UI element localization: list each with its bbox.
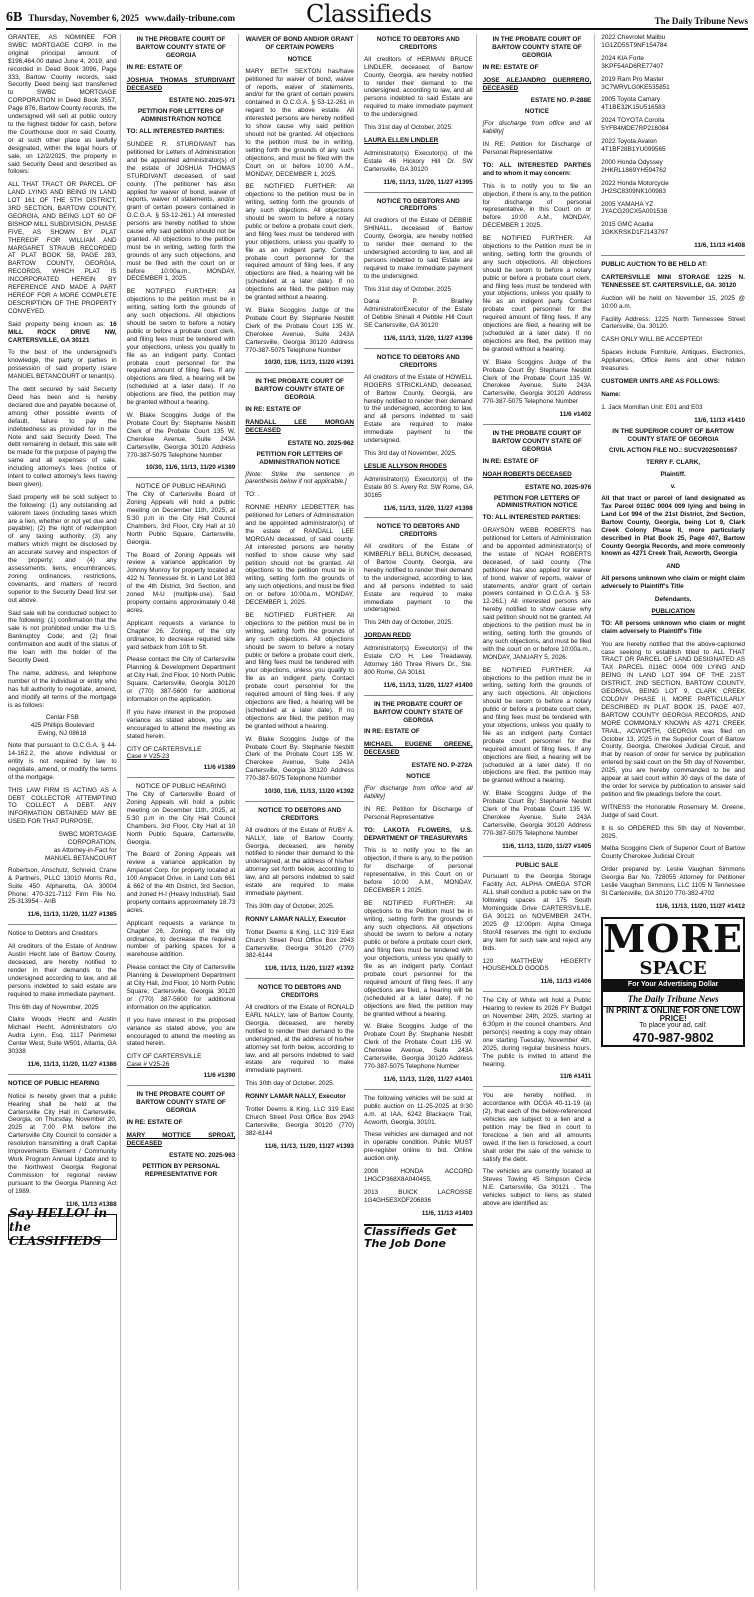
notice-body: All creditors of the Estate of DEBBIE SHINALL, deceased of Bartow County, Georgia, are hereby notified to render their demand to the undersigned according to law, and all persons indebted to said Estate are required to make immediate payment to the undersigned.: [363, 217, 473, 280]
executor-name: RONNY LAMAR NALLY, Executor: [245, 915, 346, 923]
court-heading: IN THE PROBATE COURT OF BARTOW COUNTY STATE OF GEORGIA: [373, 700, 464, 724]
executor-role: Administrator(s) Executor(s) of the Estate C/O H. Lee Treadaway, Attorney 160 Three Rivers Dr., Ste. 800 Rome, GA 30161: [363, 645, 473, 676]
conduct-text: Said sale will be conducted subject to the following: (1) confirmation that the sale is not prohibited under the U.S. Bankruptcy Code; and (2) final confirmation and audit of the status of the loan with the holder of the Security Deed.: [8, 609, 117, 664]
witness-text: WITNESS the Honorable Rosemary M. Greene, Judge of said Court.: [601, 803, 745, 819]
vehicle-item: [601, 55, 745, 71]
estate-number: ESTATE NO. 2025-971: [169, 97, 236, 105]
estate-name: JOSE ALEJANDRO GUERRERO, DECEASED: [482, 76, 592, 92]
unit-item: 1. Jack Momillan Unit: E01 and E03: [601, 403, 703, 411]
petition-heading: PETITION FOR LETTERS OF ADMINISTRATION NOTICE: [256, 450, 343, 466]
divider: [364, 517, 473, 518]
columns: [6, 34, 748, 1590]
ad-reference: 10/30, 11/6, 11/13, 11/20 #1391: [264, 359, 354, 367]
divider: [601, 255, 745, 256]
executor-name: RONNY LAMAR NALLY, Executor: [245, 1093, 346, 1101]
notice-title: NOTICE TO DEBTORS AND CREDITORS: [376, 354, 460, 369]
divider: [127, 1085, 236, 1086]
vehicle-vin: 2HKRL1869YH594762: [601, 166, 667, 174]
lien-body: You are hereby notified, in accordance with OCGA 40-11-19 (a) (2), that each of the below-referenced vehicles are subject to a lien and a petition may be filed in court to foreclose a lien and all amounts owed. If the lien is foreclosed, a court shall order the sale of the vehicle to satisfy the debt.: [482, 1092, 592, 1163]
divider: [8, 1074, 117, 1075]
notice-title: PUBLIC SALE: [515, 861, 559, 869]
ad-reference: 11/6, 11/13, 11/20, 11/27 #1400: [383, 681, 473, 689]
estate-number: ESTATE NO. P-288E: [530, 97, 592, 105]
notice-further: BE NOTIFIED FURTHER: All objections to the petition must be in writing, setting forth the grounds of any such objections. All objections should be sworn to before a notary public or before a probate court clerk, and filing fees must be tendered with your objections, unless you qualify to file as an indigent party. Contact probate court personnel for the required amount of filing fees. If any objections are filed, a hearing will be (scheduled at a later date). If no objections are filed, the petition may be granted without a hearing.: [245, 612, 354, 730]
estate-label: IN RE: ESTATE OF: [245, 406, 302, 414]
court-heading: IN THE PROBATE COURT OF BARTOW COUNTY STATE OF GEORGIA: [492, 36, 582, 59]
divider: [364, 348, 473, 349]
property-address: Said property being known as: 16 MILL ROCK DRIVE NW, CARTERSVILLE, GA 30121: [8, 320, 117, 344]
notice-title: NOTICE OF PUBLIC HEARING: [8, 1079, 100, 1087]
divider: [483, 856, 592, 857]
hearing-body: The Board of Zoning Appeals will review a variance application by Johnny Munroy for property located at 422 N. Tennessee St. in Land Lot 383 of the 4th District, 3rd Section, and zoned M-U (multiple-use). Said property contains approximately 0.48 acres.: [126, 551, 236, 614]
ad-reference: 11/6, 11/13, 11/20, 11/27 #1412: [655, 902, 745, 910]
petition-heading: PETITION BY PERSONAL REPRESENTATIVE FOR: [142, 1163, 220, 1179]
hearing-body: The City of Cartersville Board of Zoning Appeals will hold a public meeting on December 11th, 2025, at 5:30 p.m in the City Hall Council Chambers, 3rd Floor, City Hall at 10 North Public Square, Cartersville, Georgia.: [126, 791, 236, 846]
vehicle-list: [601, 34, 745, 237]
estate-label: IN RE: ESTATE OF: [482, 457, 539, 465]
notice-heading: NOTICE: [524, 108, 550, 116]
authority-text: The name, address, and telephone number of the individual or entity who has full authority to negotiate, amend, and modify all terms of the mortgage is as follows:: [8, 669, 117, 709]
estate-label: IN RE: ESTATE OF: [126, 1118, 183, 1126]
estate-name: MARY MOTTICE SPROAT, DECEASED: [126, 1131, 236, 1147]
judge-signature: W. Blake Scoggins Judge of the Probate Court By: Stephanie Nesbitt Clerk of the Probate Court 135 W. Cherokee Avenue, Suite 243A Cartersville, Georgia 30120 Address 770-387-5075 Telephone Number: [482, 790, 592, 837]
lien-body: The vehicles are currently located at Steves Towing 45 Simpson Circle N.E. Cartersville, Ga 30121 . The vehicles subject to liens as stated above are identified as:: [482, 1168, 592, 1208]
notice-to: TO: LAKOTA FLOWERS, U.S. DEPARTMENT OF TREASURY/IRS: [363, 826, 473, 842]
legal-description: ALL THAT TRACT OR PARCEL OF LAND LYING AND BEING IN LAND LOT 161 OF THE 5TH DISTRICT, 3RD SECTION, BARTOW COUNTY, GEORGIA, AND BEING LOT 60 OF BISHOP MILL SUBDIVISION, PHASE FIVE, AS SHOWN BY PLAT THEREOF FOR WILLIAM AND MARGARET STRAUB RECORDED AT PLAT BOOK 58, PAGE 283, BARTOW COUNTY, GEORGIA, RECORDS, WHICH PLAT IS INCORPORATED HEREIN BY REFERENCE AND MADE A PART HEREOF FOR A MORE COMPLETE DESCRIPTION OF THE PROPERTY CONVEYED.: [8, 181, 117, 315]
court-heading: IN THE SUPERIOR COURT OF BARTOW COUNTY STATE OF GEORGIA: [612, 427, 734, 443]
foreclosure-text: GRANTEE, AS NOMINEE FOR SWBC MORTGAGE CORP. in the original principal amount of $196,464.00 dated June 4, 2019, and recorded in Deed Book 3096, Page 333, Bartow County records, said Security Deed being last transferred to SWBC MORTGAGE CORPORATION in Deed Book 3557, Page 876, Bartow County records, the undersigned will sell at public outcry to the highest bidder for cash, before the Courthouse door in said County, or at such other place as lawfully designated, within the legal hours of sale, on 12/2/2025, the property in said Security Deed and described as follows:: [8, 34, 117, 176]
law-firm: Robertson, Anschutz, Schneid, Crane & Partners, PLLC 13010 Morris Rd., Suite 450 Alpharetta, GA 30004 Phone: 470-321-7112 Firm File No. 25-313954 - AnB: [8, 866, 117, 906]
ad-more-text: MORE: [603, 915, 743, 961]
notice-further: BE NOTIFIED FURTHER: All objections to the petition must be in writing, setting forth the grounds of any such objections. All objections should be sworn to before a notary public or before a probate court clerk, and filing fees must be tendered with your objections, unless you qualify to file as an indigent party. Contact probate court personnel for the required amount of filing fees. If any objections are filed, a hearing will be (scheduled at a later date). If no objections are filed, the petition may be granted without a hearing.: [245, 183, 354, 302]
ad-reference: 11/6, 11/13 #1408: [694, 242, 745, 250]
ad-reference: 11/6, 11/13, 11/20, 11/27 #1386: [27, 1060, 117, 1068]
vehicle-name: 2022 Toyota Avalon: [601, 138, 657, 146]
order-date: It is so ORDERED this 5th day of November, 2025.: [601, 824, 745, 840]
notice-date: This 30th day of October, 2025.: [245, 902, 335, 910]
discharge-note: [For discharge from office and all liability]: [363, 784, 473, 800]
notice-body: MARY BETH SEXTON has/have petitioned for waiver of bond, waiver of reports, waiver of statements, and/or for the grant of certain powers contained in O.C.G.A. § 53-12-261 in regard to the above estate. All interested persons are hereby notified to show cause why said petition should not be granted. All objections to the petition must be in writing, setting forth the grounds of any such objections, and must be filed with the Court on or before 10:00 A.M., MONDAY, DECEMBER 1, 2025.: [245, 67, 354, 178]
divider: [245, 978, 354, 979]
notice-heading: NOTICE: [287, 55, 312, 63]
divider: [364, 1089, 473, 1090]
petition-heading: PETITION FOR LETTERS OF ADMINISTRATION NOTICE: [493, 494, 581, 510]
judge-signature: W. Blake Scoggins Judge of the Probate Court By: Stephanie Nesbitt Clerk of the Probate Court 135 W. Cherokee Avenue, Suite 243A Cartersville, Georgia 30120 Address 770-387-5075 Telephone Number: [126, 411, 236, 459]
vehicle-item: [601, 159, 745, 175]
hearing-body: Please contact the City of Cartersville Planning & Development Department at City Hall, 2nd Floor, 10 North Public Square, Cartersville, Georgia 30120 or (770) 387-5600 for additional information on the application.: [126, 656, 236, 703]
executor-name: JORDAN REDD: [363, 632, 411, 640]
vehicle-name: 2000 Honda Odyssey: [601, 158, 663, 166]
ad-reference: 11/6, 11/13, 11/20, 11/27 #1395: [383, 178, 473, 186]
vehicle-vin: 1GKKRSKD1FJ143797: [601, 229, 669, 237]
case-number: CIVIL ACTION FILE NO.: SUCV2025001667: [609, 447, 738, 455]
ad-reference: 11/6, 11/13, 11/20, 11/27 #1396: [383, 335, 473, 343]
auction-place: CARTERSVILLE MINI STORAGE 1225 N. TENNESSEE ST. CARTERSVILLE, GA. 30120: [601, 273, 745, 289]
auction-date: Auction will be held on November 15, 2025 @ 10:00 a.m.: [601, 294, 745, 310]
notice-further: BE NOTIFIED FURTHER: All objections to the petition must be in writing, setting forth the grounds of any such objections. All objections should be sworn to before a notary public or before a probate court clerk, and filing fees must be tendered with your objections, unless you qualify to file as an indigent party. Contact probate court personnel for the required amount of filing fees. If any objections are filed, a hearing will be (scheduled at a later date). If no objections are filed, the petition may be granted without a hearing.: [482, 666, 592, 785]
divider: [8, 924, 117, 925]
hearing-body: The City of Cartersville Board of Zoning Appeals will hold a public meeting on December 11th, 2025, at 5:30 p.m in the City Hall Council Chambers, 3rd Floor, City Hall at 10 North Public Square, Cartersville, Georgia.: [126, 491, 236, 546]
vehicle-vin: 4T1BF28B1YU099565: [601, 145, 666, 153]
vehicle-name: 2015 GMC Acadia: [601, 221, 654, 229]
notice-further: BE NOTIFIED FURTHER: All objections to the Petition must be in writing, setting forth the grounds of any such objections. All objections should be sworn to before a notary public or before a probate court clerk, and filing fees must be tendered with your objections, unless you qualify to file as an indigent party. Contact probate court personnel for the required amount of filing fees. If any objections are filed, a hearing will be (scheduled at a later date). If no objections are filed, the petition may be granted without a hearing.: [482, 235, 592, 353]
clerk-signature: Melba Scoggins Clerk of Superior Court of Bartow County Cherokee Judicial Circuit: [601, 845, 745, 861]
ad-reference: 11/6, 11/13, 11/20, 11/27 #1401: [383, 1075, 473, 1083]
vehicle-item: 2008 HONDA ACCORD 1HGCP368X8A040455,: [363, 1168, 473, 1183]
debt-text: The debt secured by said Security Deed has been and is hereby declared due and payable because of, among other possible events of default, failure to pay the indebtedness as provided for in the Note and said Security Deed. The debt remaining in default, this sale will be made for the purpose of paying the same and all expenses of sale, including attorney's fees (notice of intent to collect attorney's fees having been given).: [8, 386, 117, 488]
and-label: AND: [666, 563, 681, 571]
hearing-body: If you have interest in the proposed variance as stated above, you are encouraged to attend the meeting as stated herein.: [126, 708, 236, 740]
ad-reference: 10/30, 11/6, 11/13, 11/20 #1389: [145, 464, 236, 472]
notice-title: NOTICE OF PUBLIC HEARING: [135, 783, 227, 791]
divider: [127, 477, 236, 478]
divider: [364, 695, 473, 696]
vehicle-name: 2019 Ram Pro Master: [601, 75, 664, 83]
defendant-property: All that tract or parcel of land designated as Tax Parcel 0116C 0004 009 lying and being in Land Lot 994 of the 21st District, 2nd Section, Bartow County, Georgia, being Lot 9, Clark Creek Colony Phase II, more particularly described in Plat Book 25, Page 407, Bartow County Georgia Records, and more commonly known as 4271 Creek Trail, Acworth, Georgia: [601, 495, 745, 558]
judge-signature: W. Blake Scoggins Judge of the Probate Court By: Stephanie Nesbitt Clerk of the Probate Court 135 W. Cherokee Avenue, Suite 243A Cartersville, Georgia 30120 Address 770-387-5075 Telephone Number: [482, 358, 592, 406]
issue-date: Thursday, November 6, 2025: [28, 13, 139, 23]
classifieds-logo: Classifieds Get The Job Done: [364, 1224, 473, 1250]
lender-address: Cenlar FSB 425 Phillips Boulevard Ewing, NJ 08618: [30, 714, 94, 738]
divider: [483, 1086, 592, 1087]
column-2: [125, 34, 240, 1590]
notice-date: This 31st day of October, 2025: [363, 285, 452, 293]
notice-body: All creditors of the Estate of KIMBERLY BELL BUNCH, deceased, of Bartow County, Georgia, are hereby notified to render their demand to the undersigned, according to law, and all persons indebted to said Estate are required to make immediate payment to the undersigned.: [363, 543, 473, 614]
notice-title: Notice to Debtors and Creditors: [8, 930, 98, 938]
ad-reference: 11/6 #1389: [203, 764, 236, 772]
ad-reference: 11/6, 11/13, 11/20, 11/27 #1405: [502, 842, 592, 850]
vehicle-vin: 3C7WRVLG0KE535851: [601, 83, 670, 91]
say-hello-logo: Say HELLO! in the CLASSIFIEDS: [8, 1214, 117, 1240]
notice-date: This 30th day of October, 2025.: [245, 1080, 335, 1088]
section-title: Classifieds: [306, 0, 432, 28]
vehicle-vin: 4T1BE32K15U516583: [601, 104, 666, 112]
order-prepared: Order prepared by: Leslie Vaughan Simmons Georgia Bar No. 728055 Attorney for Petitioner Leslie Vaughan Simmons, LLC 1105 N Tennessee St Cartersville, GA 30120 770-382-4702: [601, 866, 745, 897]
city-name: CITY OF CARTERSVILLE: [126, 1053, 202, 1061]
notice-body: All creditors of the Estate of RONALD EARL NALLY, late of Bartow County, Georgia, deceased, are hereby notified to render their demand to the undersigned, at the address of his/her attorney set forth below, according to law, and all persons indebted to said estate are required to make immediate payment.: [245, 1004, 354, 1075]
notice-to: TO: ALL INTERESTED PARTIES:: [482, 514, 581, 522]
more-space-ad[interactable]: [601, 917, 745, 1048]
attorney-address: Trotter Deems & King, LLC 319 East Church Street Post Office Box 2943 Cartersville, Georgia 30120 (770) 382-6144: [245, 928, 354, 960]
notice-date: This 6th day of November, 2025: [8, 1003, 99, 1011]
notice-body: All creditors of the Estate of Andrew Austin Hecht late of Bartow County, deceased, are hereby notified to render in their demands to the undersigned according to law, and all persons indebted to said estate are required to make immediate payment.: [8, 943, 117, 998]
ad-reference: 11/6, 11/13, 11/20, 11/27 #1393: [264, 1142, 354, 1150]
estate-label: IN RE: ESTATE OF: [363, 728, 420, 736]
sale-body: Pursuant to the Georgia Storage Facility Act, ALPHA OMEGA STOR ALL shall conduct a public sale on the following spaces at 175 South Morningside Drive CARTERSVILLE, GA 30121 on NOVEMBER 24TH, 2025 @ 12:00pm. Alpha Omega StorAll reserves the right to exclude any item for such sale and reject any bids.: [482, 873, 592, 952]
ad-print-online: IN PRINT & ONLINE FOR ONE LOW PRICE!: [606, 1005, 741, 1023]
petition-heading: PETITION FOR LETTERS OF ADMINISTRATION NOTICE: [137, 108, 225, 124]
estate-name: MICHAEL EUGENE GREENE, DECEASED: [363, 741, 473, 757]
estate-label: IN RE: ESTATE OF: [482, 63, 539, 71]
vehicle-vin: JYACG20CX5A001538: [601, 208, 668, 216]
estate-number: ESTATE NO. 2025-962: [287, 439, 354, 447]
divider: [483, 991, 592, 992]
ad-reference: 11/6, 11/13, 11/20, 11/27 #1385: [27, 911, 117, 919]
hearing-body: Please contact the City of Cartersville Planning & Development Department at City Hall, 2nd Floor, 10 North Public Square, Cartersville, Georgia 30120 or (770) 387-5600 for additional information on the application.: [126, 964, 236, 1011]
vehicle-item: [601, 76, 745, 92]
ad-reference: 11/6, 11/13 #1406: [540, 978, 592, 986]
divider: [245, 372, 354, 373]
ad-space-text: SPACE: [639, 957, 707, 979]
estate-number: ESTATE NO. 2025-976: [525, 483, 592, 491]
estate-number: ESTATE NO. 2025-963: [169, 1152, 236, 1160]
executor-signature: Dana P. Bradley Administrator/Executor of the Estate of Debbie Shinall 4 Pebble Hill Court SE Cartersville, GA 30120: [363, 298, 473, 330]
executor-name: LAURA ELLEN LINDLER: [363, 136, 439, 144]
notice-date: This 3rd day of November, 2025.: [363, 449, 457, 457]
possession-text: To the best of the undersigned's knowledge, the party or parties in possession of said property is/are MANUEL BETANCOURT or tenant(s).: [8, 349, 117, 381]
ad-phone[interactable]: 470-987-9802: [632, 1030, 714, 1046]
petition-re: IN RE: Petition for Discharge of Personal Representative: [482, 141, 592, 156]
notice-heading: NOTICE: [406, 773, 431, 781]
plaintiff-name: TERRY F. CLARK,: [646, 459, 701, 467]
units-heading: CUSTOMER UNITS ARE AS FOLLOWS:: [601, 378, 720, 385]
notice-body: All creditors of the Estate of HOWELL ROGERS STRICKLAND, deceased, of Bartow County, Georgia, are hereby notified to render their demand to the undersigned, according to law, and all persons indebted to said Estate are required to make immediate payment to the undersigned.: [363, 373, 473, 445]
sale-item: 120 MATTHEW HEGERTY HOUSEHOLD GOODS: [482, 957, 592, 973]
ad-reference: 11/6, 11/13, 11/20, 11/27 #1392: [264, 965, 354, 973]
plaintiff-label: Plaintiff.: [660, 471, 686, 479]
notice-further: BE NOTIFIED FURTHER: All objections to the Petition must be in writing, setting forth the grounds of any such objections. All objections should be sworn to before a notary public or before a probate court clerk, and filing fees must be tendered with your objections, unless you qualify to file as an indigent party. Contact probate court personnel for the required amount of filing fees. If any objections are filed, a hearing will be (scheduled at a later date). If no objections are filed, the petition may be granted without a hearing.: [363, 899, 473, 1018]
notice-body: This is to notify you to file an objection, if there is any, to the petition for discharge of personal representative, in this Court on or before 10:00 A.M., MONDAY, DECEMBER 1 2025.: [363, 847, 473, 894]
ad-reference: 11/6 #1402: [559, 411, 592, 419]
page-number: 6B: [6, 10, 23, 25]
estate-name: JOSHUA THOMAS STURDIVANT DECEASED: [126, 76, 236, 92]
estate-name: RANDALL LEE MORGAN DECEASED: [245, 418, 354, 434]
notice-body: Notice is hereby given that a public Hearing shall be held at the Cartersville City Hall in Cartersville, Georgia, on Thursday, November 20, 2025 at 7:00 P.M. before the Cartersville City Council to consider a resolution transmitting a draft Capital Improvements Element / Community Work Program Annual Update and to the Northwest Georgia Regional Commission for regional review pursuant to the Georgia Planning Act of 1989.: [8, 1092, 117, 1195]
vehicle-vin: 1G1ZD5ST9NF154784: [601, 41, 667, 49]
notice-title: NOTICE TO DEBTORS AND CREDITORS: [376, 197, 460, 213]
notice-body: SUNDEE R. STURDIVANT has petitioned for Letters of Administration and be appointed administrator(s) of the estate of JOSHUA THOMAS STURDIVANT deceased, of said county. (The petitioner has also applied for waiver of bond, waiver of reports, waiver of statements, and/or grant of certain powers contained in O.C.G.A. § 53-12-261.) All interested persons are hereby notified to show cause why said petition should not be granted. All objections to the petition must be in writing, setting forth the grounds of any such objections, and must be filed with the court on or before 10:00a.m., MONDAY, DECEMBER 1, 2025.: [126, 141, 236, 283]
court-heading: IN THE PROBATE COURT OF BARTOW COUNTY STATE OF GEORGIA: [136, 36, 226, 59]
column-3: [243, 34, 358, 1590]
notice-to: TO: All persons unknown who claim or might claim adversely to Plaintiff's Title: [601, 619, 745, 635]
ad-tagline: For Your Advertising Dollar: [603, 979, 743, 991]
vehicle-item: [601, 96, 745, 112]
hearing-body: If you have interest in the proposed variance as stated above, you are encouraged to attend the meeting as stated herein.: [126, 1016, 236, 1048]
divider: [245, 801, 354, 802]
ad-reference: 11/6, 11/13 #1403: [421, 1209, 473, 1217]
executor-role: Administrator(s) Executor(s) of the Estate 80 S. Avery Rd. SW Rome, GA 30165: [363, 475, 473, 499]
administrators: Claire Woods Hecht and Austin Michael Hecht, Administrators c/o Audra Lynn, Esq. 1117 Perimeter Center West, Suite W501, Atlanta, GA 30338: [8, 1016, 117, 1056]
notice-to: TO: ALL INTERESTED PARTIES:: [126, 128, 225, 136]
divider: [483, 424, 592, 425]
notice-title: NOTICE TO DEBTORS AND CREDITORS: [258, 984, 342, 1000]
notice-to: TO: .: [245, 491, 260, 499]
vehicle-name: 2024 KIA Forte: [601, 54, 644, 62]
estate-number: ESTATE NO. P-272A: [411, 762, 473, 770]
vehicle-item: [601, 117, 745, 133]
facility-address: Facility Address: 1225 North Tennessee Street Cartersville, Ga. 30120.: [601, 315, 745, 331]
divider: [364, 192, 473, 193]
divider: [127, 777, 236, 778]
site-url[interactable]: www.daily-tribune.com: [144, 13, 235, 23]
defendant-unknown: All persons unknown who claim or might claim adversely to Plaintiff's Title: [601, 575, 745, 591]
court-heading: IN THE PROBATE COURT OF BARTOW COUNTY STATE OF GEORGIA: [254, 378, 345, 402]
vehicle-name: 2005 YAMAHA YZ: [601, 200, 654, 208]
ad-paper-name: The Daily Tribune News: [603, 991, 743, 1007]
vehicle-name: 2022 Honda Motorcycle: [601, 179, 669, 187]
notice-body: RONNIE HENRY LEDBETTER has petitioned for Letters of Administration and be appointed administrator(s) of the estate of RANDALL LEE MORGAN deceased, of said county. All interested persons are hereby notified to show cause why said petition should not be granted. All objections to the petition must be in writing, setting forth the grounds of any such objections, and must be filed on or before 10:00a.m., MONDAY, DECEMBER 1, 2025.: [245, 504, 354, 607]
notice-title: NOTICE TO DEBTORS AND CREDITORS: [376, 523, 460, 539]
notice-further: BE NOTIFIED FURTHER: All objections to the petition must be in writing, setting forth the grounds of any such objections. All objections should be sworn to before a notary public or before a probate court clerk, and filing fees must be tendered with your objections, unless you qualify to file as an indigent party. Contact probate court personnel for the required amount of filing fees. If any objections are filed, a hearing will be (scheduled at a later date). If no objections are filed, the petition may be granted without a hearing.: [126, 288, 236, 407]
notice-body: All creditors of the Estate of RUBY A. NALLY, late of Bartow County, Georgia, deceased, are hereby notified to render their demand to the undersigned, at the address of his/her attorney set forth below, according to law, and all persons indebted to said estate are required to make immediate payment.: [245, 826, 354, 897]
executor-role: Administrator(s) Executor(s) of the Estate 46 Hickory Hill Dr. SW Cartersville, GA 30120: [363, 149, 473, 173]
vehicle-item: 2013 BUICK LACROSSE 1G4GH5E3XDF206836: [363, 1188, 473, 1204]
notice-to: TO: ALL INTERESTED PARTIES and to whom it may concern:: [482, 161, 592, 177]
ad-reference: 11/6, 11/13 #1388: [65, 1200, 117, 1208]
column-6: [599, 34, 748, 1590]
note-text: Note that pursuant to O.C.G.A. § 44-14-162.2, the above individual or entity is not required by law to negotiate, amend, or modify the terms of the mortgage.: [8, 742, 117, 781]
masthead: [6, 0, 748, 30]
ad-reference: 11/6, 11/13 #1410: [694, 416, 745, 424]
auction-body: These vehicles are damaged and not in operable condition. Public MUST pre-register online to bid. Online auction only.: [363, 1131, 473, 1163]
court-heading: IN THE PROBATE COURT OF BARTOW COUNTY STATE OF GEORGIA: [136, 1091, 226, 1114]
judge-signature: W. Blake Scoggins Judge of the Probate Court By: Stephanie Nesbitt Clerk of the Probate Court 135 W. Cherokee Avenue, Suite 243A Cartersville, Georgia 30120 Address 770-387-5075 Telephone Number: [245, 735, 354, 783]
executor-name: LESLIE ALLYSON RHODES: [363, 462, 447, 470]
spaces-note: Spaces include Furniture, Antiques, Electronics, Appliances, Office items and other hidden treasures.: [601, 349, 745, 373]
vehicle-vin: JH2SC8309NK100983: [601, 187, 666, 195]
publication-heading: PUBLICATION: [651, 607, 695, 615]
paper-name: The Daily Tribune News: [654, 16, 748, 26]
case-number: Case # V25-26: [126, 1061, 170, 1069]
notice-body: All creditors of HERMAN BRUCE LINDLER, deceased, of Bartow County, Georgia, are hereby notified to render their demand to the undersigned, according to law, and all persons indebted to said Estate are required to make immediate payment to the undersigned.: [363, 55, 473, 119]
hearing-body: Applicant requests a variance to Chapter 26, Zoning, of the city ordinance, to decrease required side yard setback from 10ft to 5ft.: [126, 619, 236, 651]
estate-name: NOAH ROBERTS DECEASED: [482, 470, 572, 478]
vehicle-item: [601, 180, 745, 196]
strike-note: [Note: Strike the sentence in parenthesis below if not applicable.]: [245, 470, 354, 486]
ad-reference: 11/6 #1390: [203, 1072, 236, 1080]
vehicle-item: [601, 201, 745, 217]
vehicle-name: 2005 Toyota Camary: [601, 96, 661, 104]
judge-signature: W. Blake Scoggins Judge of the Probate Court By: Stephanie Nesbitt Clerk of the Probate Court 135 W. Cherokee Avenue, Suite 243A Cartersville, Georgia 30120 Address 770-387-5075 Telephone Number: [245, 307, 354, 354]
notice-title: PUBLIC AUCTION TO BE HELD AT:: [601, 261, 708, 269]
ad-reference: 11/6, 11/13, 11/20, 11/27 #1398: [383, 504, 473, 512]
auction-body: The following vehicles will be sold at public auction on 11-25-2025 at 9:30 a.m. at IAA, 6242 Blackacre Trail, Acworth, Georgia, 30101.: [363, 1094, 473, 1126]
vehicle-vin: 3KPF54AD6RE77407: [601, 62, 664, 70]
ad-reference: 10/30, 11/6, 11/13, 11/20 #1392: [264, 788, 354, 796]
debt-collector-text: THIS LAW FIRM IS ACTING AS A DEBT COLLECTOR ATTEMPTING TO COLLECT A DEBT. ANY INFORMATION OBTAINED MAY BE USED FOR THAT PURPOSE.: [8, 786, 117, 826]
notice-body: This is to notify you to file an objection, if there is any, to the petition for discharge of personal representative, in this Court on or before 10:00 A.M., MONDAY, DECEMBER 1 2025.: [482, 182, 592, 230]
petition-heading: WAIVER OF BOND AND/OR GRANT OF CERTAIN POWERS: [245, 36, 354, 51]
signature-block: SWBC MORTGAGE CORPORATION, as Attorney-in-Fact for MANUEL BETANCOURT: [45, 831, 117, 862]
vehicle-vin: 5YFB4MDE7RP216084: [601, 125, 669, 133]
notice-date: This 31st day of October, 2025.: [363, 124, 453, 132]
ad-place-label: To place your ad, call:: [639, 1022, 707, 1030]
cash-note: CASH ONLY WILL BE ACCEPTED!: [601, 336, 703, 344]
defendants-label: Defendants.: [654, 596, 692, 604]
judge-signature: W. Blake Scoggins Judge of the Probate Court By: Stephanie Nesbitt Clerk of the Probate Court 135 W. Cherokee Avenue, Suite 243A Cartersville, Georgia 30120 Address 770-387-5075 Telephone Number: [363, 1023, 473, 1070]
city-name: CITY OF CARTERSVILLE: [126, 745, 202, 753]
petition-re: IN RE: Petition for Discharge of Personal Representative: [363, 805, 473, 821]
notice-body: You are hereby notified that the above-captioned case seeking to establish titled to ALL THAT TRACT OR PARCEL OF LAND DESIGNATED AS TAX PARCEL 0116C 0004 009 LYING AND BEING IN LAND LOT 994 OF THE 21ST DISTRICT, 2ND SECTION, BARTOW COUNTY, GEORGIA, BEING LOT 9, CLARK CREEK COLONY PHASE II, MORE PARTICULARLY DESCRIBED IN PLAT BOOK 25, PAGE 407, BARTOW COUNTY GEORGIA RECORDS, AND MORE COMMONLY KNOWN AS 4271 CREEK TRAIL, ACWORTH, GEORGIA was filed on October 13, 2025 in the Superior Court of Bartow County, Georgia, Cherokee Judicial Circuit, and that by reason of order for service by publication entered by said court on the 5th day of November, 2025, you are hereby commanded to be and appear at said court within 30 days of the date of the order for service by publication to answer said petition and file pleadings before the court.: [601, 640, 745, 798]
column-5: [481, 34, 596, 1590]
notice-title: NOTICE OF PUBLIC HEARING: [135, 483, 227, 491]
column-1: [6, 34, 121, 1590]
budget-hearing-body: The City of White will hold a Public Hearing to review its 2026 FY Budget on November 24th, 2025, starting at 6:30pm in the council chambers. And person(s) needing a copy may obtain one starting Tuesday, November 4th, 2025, during regular business hours. The public is invited to attend the hearing.: [482, 997, 592, 1068]
notice-title: NOTICE TO DEBTORS AND CREDITORS: [258, 806, 342, 822]
vehicle-item: [601, 138, 745, 154]
notice-date: This 24th day of October, 2025.: [363, 619, 454, 627]
discharge-note: [For discharge from office and all liability]: [482, 120, 592, 136]
court-heading: IN THE PROBATE COURT OF BARTOW COUNTY STATE OF GEORGIA: [492, 430, 582, 453]
units-name-label: Name:: [601, 390, 621, 398]
versus: v.: [670, 483, 676, 491]
hearing-body: Applicant requests a variance to Chapter 26, Zoning, of the city ordinance, to decrease the required number of parking spaces for a warehouse addition.: [126, 919, 236, 959]
ad-reference: 11/6 #1411: [560, 1073, 592, 1081]
notice-title: NOTICE TO DEBTORS AND CREDITORS: [376, 36, 460, 51]
hearing-body: The Board of Zoning Appeals will review a variance application by Ampacet Corp. for property located at 100 Ampacet Drive. in Land Lots 661 & 662 of the 4th District, 3rd Section, and zoned H-I (Heavy Industrial). Said property contains approximately 18.73 acres.: [126, 851, 236, 914]
attorney-address: Trotter Deems & King, LLC 319 East Church Street Post Office Box 2943 Cartersville, Georgia 30120 (770) 382-6144: [245, 1106, 354, 1137]
vehicle-item: [601, 221, 745, 237]
notice-body: GRAYSON WEBB ROBERTS has petitioned for Letters of Administration and be appointed administrator(s) of the estate of NOAH ROBERTS deceased, of said county. (The petitioner has also applied for waiver of bond, waiver of reports, waiver of statements, and/or grant of certain powers contained in O.C.G.A. § 53-12-261.) All interested persons are hereby notified to show cause why said petition should not be granted. All objections to the petition must be in writing, setting forth the grounds of any such objections, and must be filed with the court on or before 10:00a.m., MONDAY, JANUARY 5, 2026.: [482, 527, 592, 661]
vehicle-name: 2024 TOYOTA Corolla: [601, 117, 665, 125]
estate-label: IN RE: ESTATE OF: [126, 63, 183, 71]
vehicle-name: 2022 Chevrolet Malibu: [601, 34, 666, 41]
column-4: [362, 34, 477, 1590]
vehicle-item: [601, 34, 745, 50]
subject-text: Said property will be sold subject to the following: (1) any outstanding ad valorem taxes (including taxes which are a lien, whether or not yet due and payable); (2) the right of redemption of any taxing authority; (3) any matters which might be disclosed by an accurate survey and inspection of the property; and (4) any assessments, liens, encumbrances, zoning ordinances, restrictions, covenants, and matters of record superior to the Security Deed first set out above.: [8, 493, 117, 604]
case-number: Case # V25-23: [126, 753, 170, 761]
